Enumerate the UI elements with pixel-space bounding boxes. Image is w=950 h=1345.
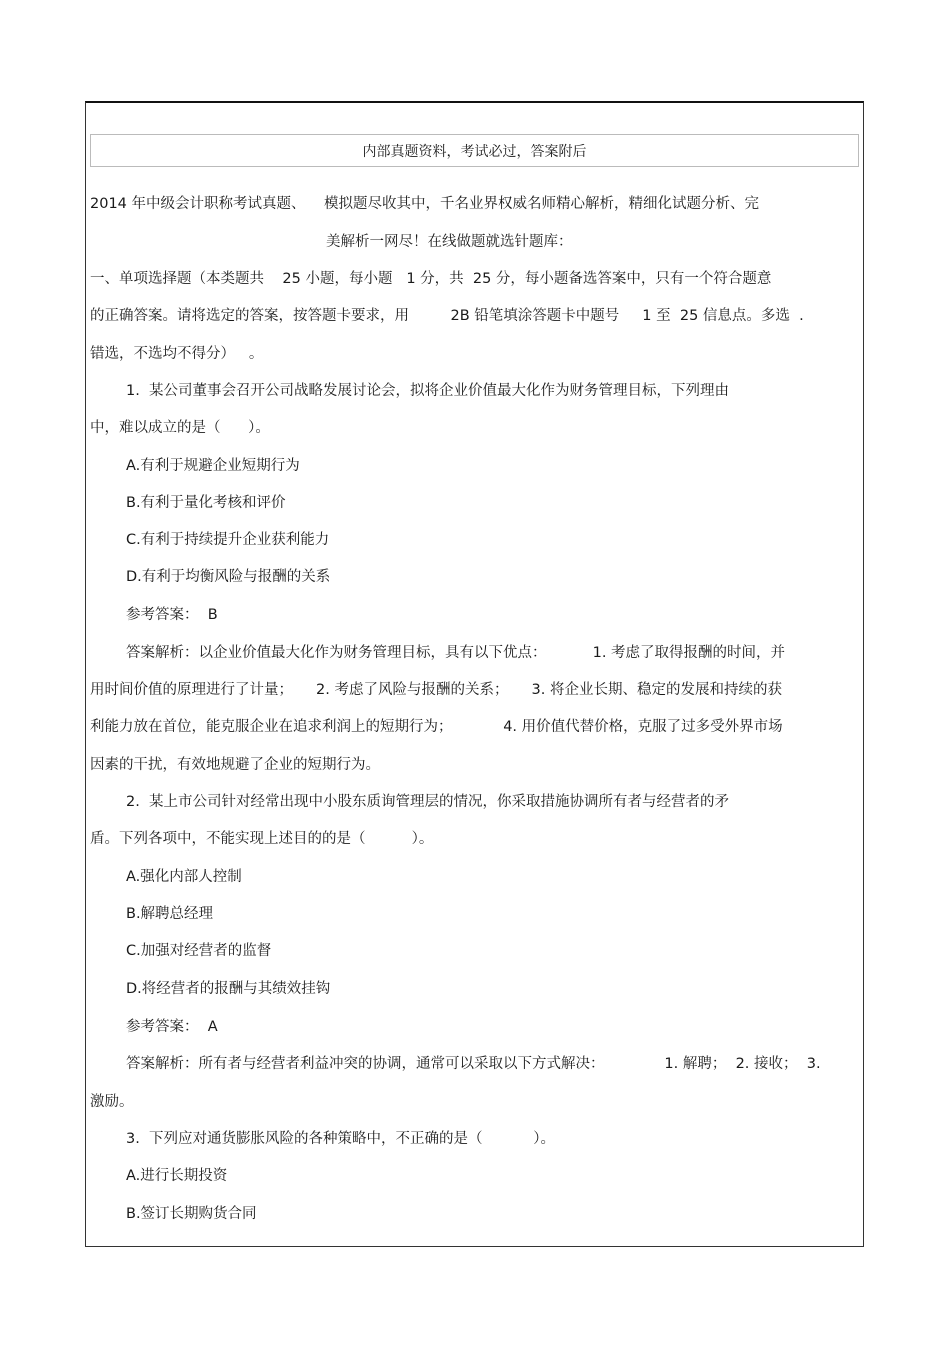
q1-option-a: A.有利于规避企业短期行为 bbox=[126, 458, 300, 474]
q2-option-c: C.加强对经营者的监督 bbox=[126, 943, 272, 959]
q1-analysis-line-3: 利能力放在首位，能克服企业在追求利润上的短期行为； 4. 用价值代替价格，克服了过多受外界市场 bbox=[90, 719, 783, 735]
q1-analysis-line-2: 用时间价值的原理进行了计量； 2. 考虑了风险与报酬的关系； 3. 将企业长期、稳定的发展和持续的获 bbox=[90, 682, 782, 698]
section-line-3: 错选，不选均不得分） 。 bbox=[90, 346, 264, 362]
section-line-1: 一、单项选择题（本类题共 25 小题，每小题 1 分，共 25 分，每小题备选答案中，只有一个符合题意 bbox=[90, 271, 772, 287]
q1-option-d: D.有利于均衡风险与报酬的关系 bbox=[126, 569, 331, 585]
q2-analysis-line-2: 激励。 bbox=[90, 1094, 134, 1110]
q1-analysis-line-4: 因素的干扰，有效地规避了企业的短期行为。 bbox=[90, 757, 380, 773]
q2-stem-line-2: 盾。下列各项中，不能实现上述目的的是（ ）。 bbox=[90, 831, 434, 847]
q3-option-b: B.签订长期购货合同 bbox=[126, 1206, 257, 1222]
header-notice-box bbox=[90, 134, 859, 167]
q1-option-b: B.有利于量化考核和评价 bbox=[126, 495, 286, 511]
q3-option-a: A.进行长期投资 bbox=[126, 1168, 228, 1184]
q1-stem-line-1: 1. 某公司董事会召开公司战略发展讨论会，拟将企业价值最大化作为财务管理目标，下列理由 bbox=[126, 383, 730, 399]
q2-stem-line-1: 2. 某上市公司针对经常出现中小股东质询管理层的情况，你采取措施协调所有者与经营者的矛 bbox=[126, 794, 730, 810]
q2-analysis-line-1: 答案解析：所有者与经营者利益冲突的协调，通常可以采取以下方式解决： 1. 解聘； 2. 接收； 3. bbox=[126, 1056, 821, 1072]
q1-stem-line-2: 中，难以成立的是（ ）。 bbox=[90, 420, 270, 436]
q2-option-b: B.解聘总经理 bbox=[126, 906, 214, 922]
q3-stem-line-1: 3. 下列应对通货膨胀风险的各种策略中，不正确的是（ ）。 bbox=[126, 1131, 556, 1147]
q1-analysis-line-1: 答案解析：以企业价值最大化作为财务管理目标，具有以下优点： 1. 考虑了取得报酬的时间，并 bbox=[126, 645, 786, 661]
q1-option-c: C.有利于持续提升企业获利能力 bbox=[126, 532, 330, 548]
header-notice: 内部真题资料，考试必过，答案附后 bbox=[362, 143, 587, 160]
q1-answer: 参考答案： B bbox=[126, 607, 218, 623]
q2-option-a: A.强化内部人控制 bbox=[126, 869, 242, 885]
intro-line-1: 2014 年中级会计职称考试真题、 模拟题尽收其中，千名业界权威名师精心解析，精细化试题分析、完 bbox=[90, 196, 759, 212]
section-line-2: 的正确答案。请将选定的答案，按答题卡要求，用 2B 铅笔填涂答题卡中题号 1 至 25 信息点。多选 . bbox=[90, 308, 804, 324]
intro-line-2: 美解析一网尽！在线做题就选针题库： bbox=[326, 234, 573, 250]
q2-answer: 参考答案： A bbox=[126, 1019, 218, 1035]
q2-option-d: D.将经营者的报酬与其绩效挂钩 bbox=[126, 981, 331, 997]
